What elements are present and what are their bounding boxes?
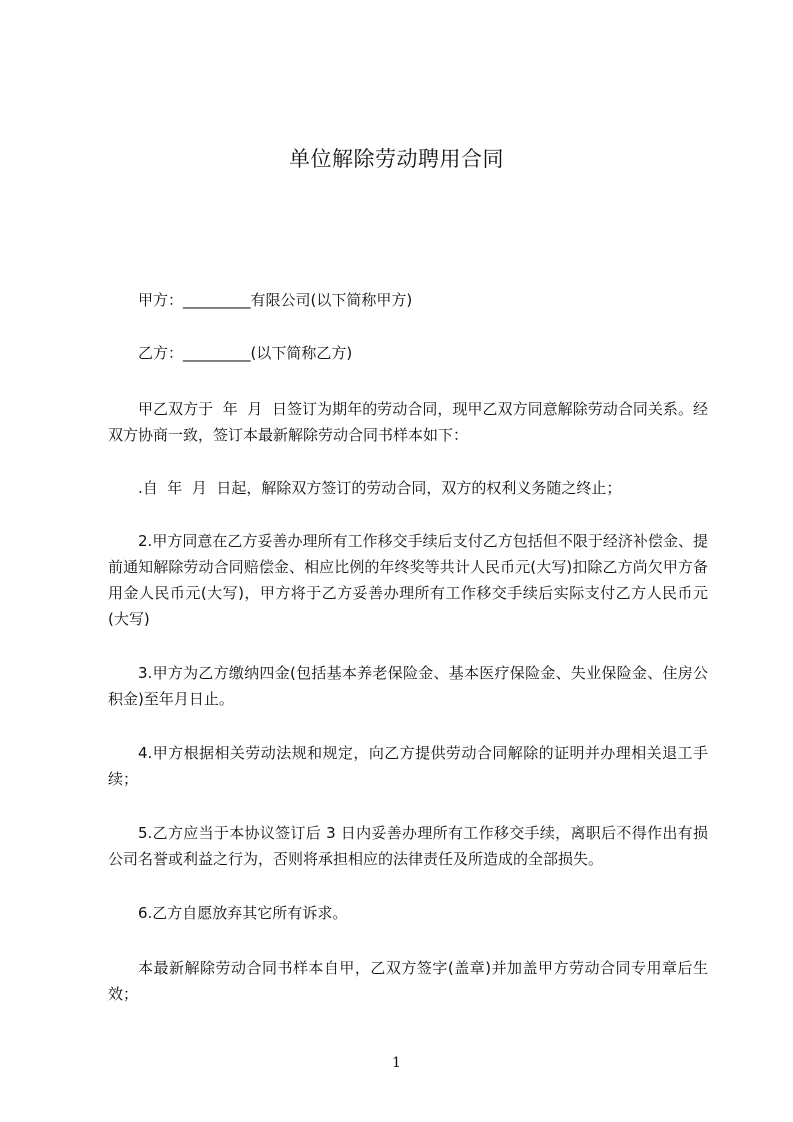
effective-clause: 本最新解除劳动合同书样本自甲，乙双方签字(盖章)并加盖甲方劳动合同专用章后生效； — [108, 959, 708, 1003]
preamble-paragraph: 甲乙双方于 年 月 日签订为期年的劳动合同，现甲乙双方同意解除劳动合同关系。经双方协商一致，签订本最新解除劳动合同书样本如下： — [108, 400, 708, 444]
clause-4: 4.甲方根据相关劳动法规和规定，向乙方提供劳动合同解除的证明并办理相关退工手续； — [108, 744, 708, 788]
clause-5: 5.乙方应当于本协议签订后 3 日内妥善办理所有工作移交手续，离职后不得作出有损公司名誉或利益之行为，否则将承担相应的法律责任及所造成的全部损失。 — [108, 824, 708, 868]
clause-2: 2.甲方同意在乙方妥善办理所有工作移交手续后支付乙方包括但不限于经济补偿金、提前通知解除劳动合同赔偿金、相应比例的年终奖等共计人民币元(大写)扣除乙方尚欠甲方备用金人民币元(大写)，甲方将于乙方妥善办理所有工作移交手续后实际支付乙方人民币元(大写) — [108, 532, 708, 628]
party-a-line: 甲方：_________有限公司(以下简称甲方) — [138, 291, 413, 309]
document-title: 单位解除劳动聘用合同 — [289, 147, 504, 171]
page-number: 1 — [392, 1055, 401, 1071]
clause-6: 6.乙方自愿放弃其它所有诉求。 — [138, 904, 348, 922]
clause-3: 3.甲方为乙方缴纳四金(包括基本养老保险金、基本医疗保险金、失业保险金、住房公积金)至年月日止。 — [108, 664, 708, 708]
party-b-line: 乙方：_________(以下简称乙方) — [138, 344, 353, 362]
clause-1: .自 年 月 日起，解除双方签订的劳动合同，双方的权利义务随之终止； — [138, 479, 622, 497]
